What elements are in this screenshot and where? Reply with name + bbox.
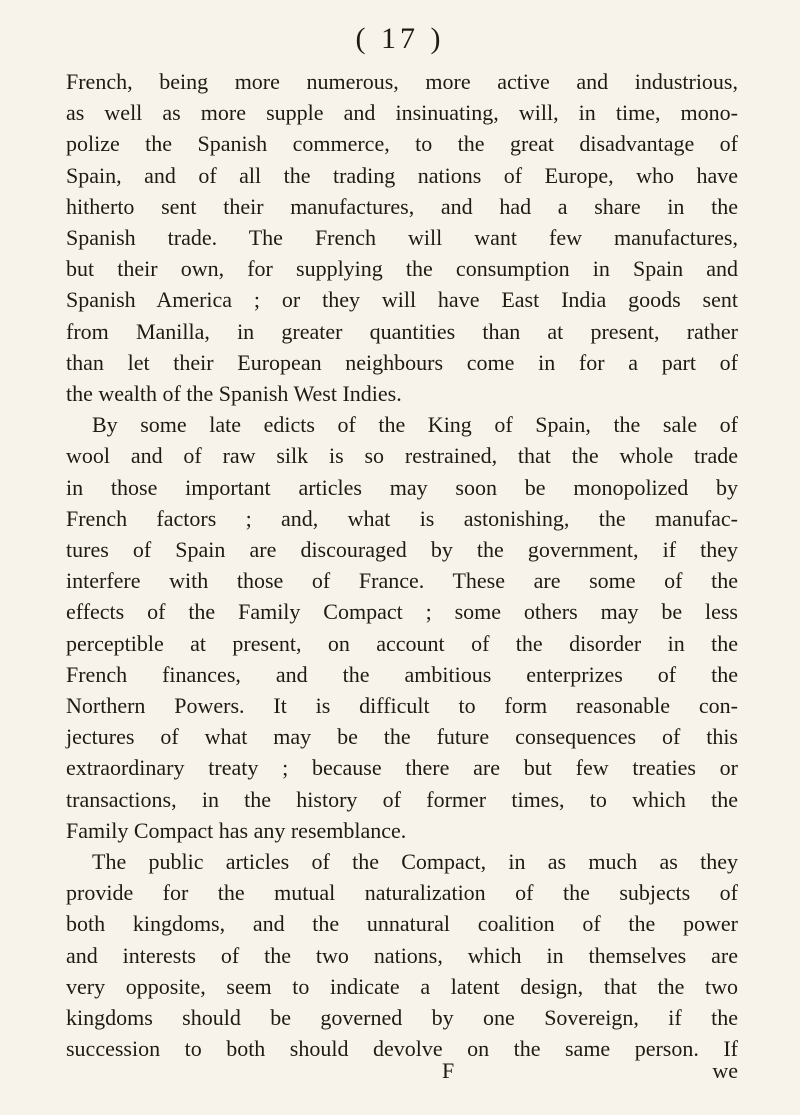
paragraph-3 [66, 846, 738, 1064]
paragraph-2 [66, 409, 738, 846]
text-line: both kingdoms, and the unnatural coalition of the power [66, 911, 738, 937]
text-line: jectures of what may be the future consequences of this [66, 724, 738, 750]
text-line: hitherto sent their manufactures, and had a share in the [66, 193, 738, 219]
text-line: Family Compact has any resemblance. [66, 817, 407, 843]
text-line: Spanish trade. The French will want few manufactures, [66, 225, 738, 251]
text-line: as well as more supple and insinuating, will, in time, mono- [66, 100, 738, 126]
text-line: French factors ; and, what is astonishing, the manufac- [66, 505, 738, 531]
text-line: the wealth of the Spanish West Indies. [66, 381, 402, 407]
text-line: French finances, and the ambitious enterprizes of the [66, 661, 738, 687]
text-line: perceptible at present, on account of the disorder in the [66, 630, 738, 656]
signature-mark: F [442, 1058, 455, 1083]
text-line: kingdoms should be governed by one Sovereign, if the [66, 1005, 738, 1031]
text-line: Northern Powers. It is difficult to form reasonable con- [66, 693, 738, 719]
text-line: interfere with those of France. These are some of the [66, 568, 738, 594]
text-line: The public articles of the Compact, in as much as they [92, 849, 738, 875]
text-line: provide for the mutual naturalization of the subjects of [66, 880, 738, 906]
page-footer [66, 1058, 738, 1098]
text-line: French, being more numerous, more active and industrious, [66, 69, 738, 94]
text-line: very opposite, seem to indicate a latent design, that the two [66, 973, 738, 999]
text-line: transactions, in the history of former times, to which the [66, 786, 738, 812]
catchword: we [712, 1058, 738, 1083]
text-line: Spanish America ; or they will have East India goods sent [66, 287, 738, 313]
text-line: polize the Spanish commerce, to the great disadvantage of [66, 131, 738, 157]
text-line: Spain, and of all the trading nations of Europe, who have [66, 162, 738, 188]
text-line: in those important articles may soon be monopolized by [66, 474, 738, 500]
text-line: and interests of the two nations, which in themselves are [66, 942, 738, 968]
text-line: than let their European neighbours come in for a part of [66, 349, 738, 375]
text-line: tures of Spain are discouraged by the government, if they [66, 537, 738, 563]
text-line: succession to both should devolve on the same person. If [66, 1036, 738, 1062]
page-number: ( 17 ) [355, 22, 445, 55]
text-line: effects of the Family Compact ; some others may be less [66, 599, 738, 625]
text-line: from Manilla, in greater quantities than at present, rather [66, 318, 738, 344]
paragraph-1 [66, 66, 738, 409]
text-line: extraordinary treaty ; because there are but few treaties or [66, 755, 738, 781]
text-line: By some late edicts of the King of Spain, the sale of [92, 412, 738, 438]
body-text [66, 66, 738, 1065]
text-line: wool and of raw silk is so restrained, that the whole trade [66, 443, 738, 469]
text-line: but their own, for supplying the consumption in Spain and [66, 256, 738, 282]
